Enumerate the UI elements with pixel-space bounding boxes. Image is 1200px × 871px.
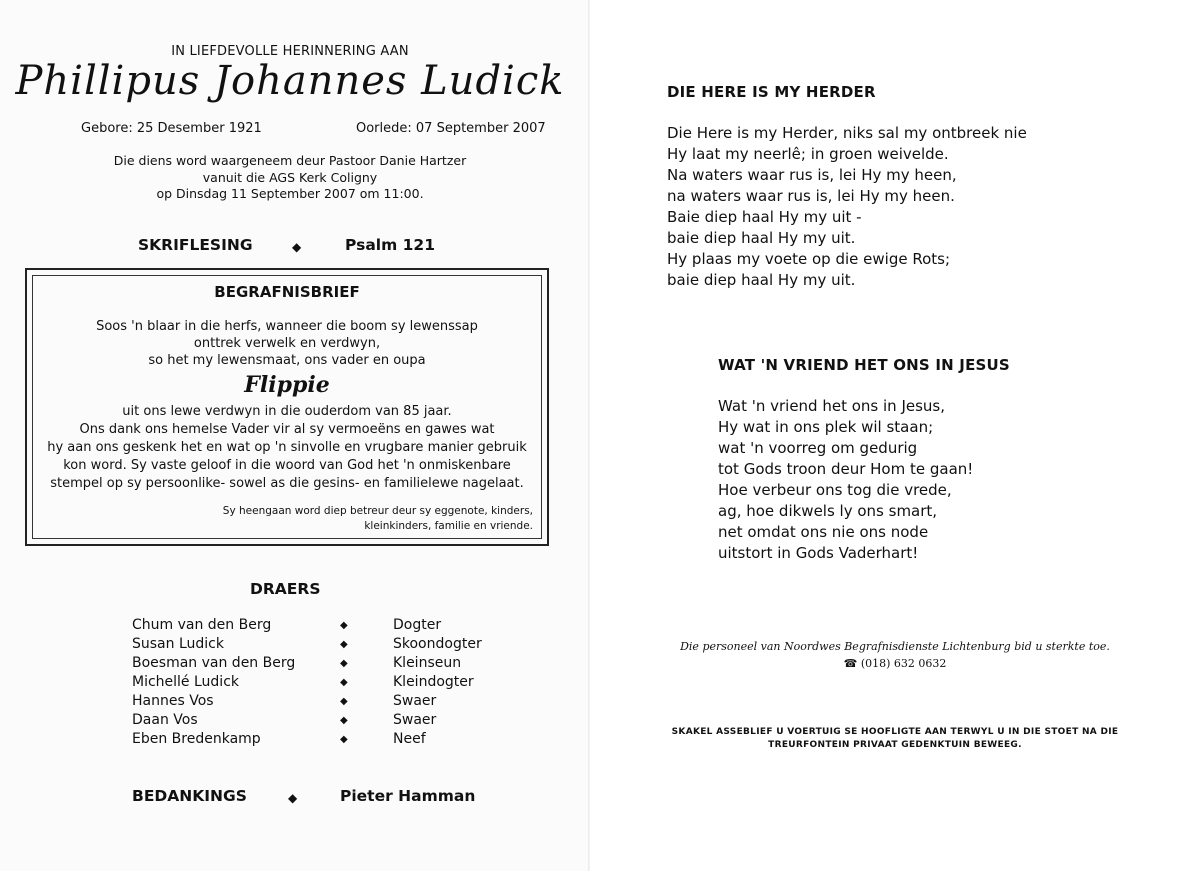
pallbearer-name: Hannes Vos (132, 693, 214, 709)
hymn2-line: Wat 'n vriend het ons in Jesus, (718, 397, 945, 415)
diamond-icon: ◆ (340, 658, 348, 669)
pallbearer-name: Daan Vos (132, 712, 198, 728)
hymn2-line: wat 'n voorreg om gedurig (718, 439, 918, 457)
letter-line: uit ons lewe verdwyn in die ouderdom van 85 jaar. (122, 404, 452, 419)
diamond-icon: ◆ (340, 734, 348, 745)
pallbearer-name: Eben Bredenkamp (132, 731, 261, 747)
hymn2-line: uitstort in Gods Vaderhart! (718, 544, 919, 562)
thanks-value: Pieter Hamman (340, 787, 476, 805)
hymn1-line: Hy plaas my voete op die ewige Rots; (667, 250, 951, 268)
diamond-icon: ◆ (340, 639, 348, 650)
pallbearer-name: Susan Ludick (132, 636, 224, 652)
hymn2-line: ag, hoe dikwels ly ons smart, (718, 502, 938, 520)
hymn2-line: tot Gods troon deur Hom te gaan! (718, 460, 974, 478)
thanks-label: BEDANKINGS (132, 787, 247, 805)
letter-line: onttrek verwelk en verdwyn, (193, 336, 381, 351)
hymn1-line: baie diep haal Hy my uit. (667, 271, 856, 289)
hymn1-title: DIE HERE IS MY HERDER (667, 83, 876, 101)
hymn1-line: Die Here is my Herder, niks sal my ontbreek nie (667, 124, 1027, 142)
left-page (0, 0, 590, 871)
reading-value: Psalm 121 (345, 236, 435, 254)
hymn2-line: net omdat ons nie ons node (718, 523, 929, 541)
service-line: op Dinsdag 11 September 2007 om 11:00. (156, 186, 424, 201)
letter-title: BEGRAFNISBRIEF (214, 283, 360, 301)
phone-line (590, 657, 1200, 670)
pallbearer-relation: Dogter (393, 617, 442, 633)
pallbearer-name: Boesman van den Berg (132, 655, 296, 671)
deceased-name: Phillipus Johannes Ludick (15, 58, 565, 104)
birth-date: Gebore: 25 Desember 1921 (81, 121, 262, 136)
reading-label: SKRIFLESING (138, 236, 253, 254)
diamond-icon: ◆ (340, 696, 348, 707)
intro-text: IN LIEFDEVOLLE HERINNERING AAN (171, 44, 409, 59)
hymn1-line: Baie diep haal Hy my uit - (667, 208, 862, 226)
service-line: vanuit die AGS Kerk Coligny (202, 170, 378, 185)
hymn1-line: Na waters waar rus is, lei Hy my heen, (667, 166, 957, 184)
pallbearer-relation: Swaer (393, 712, 437, 728)
pallbearer-name: Chum van den Berg (132, 617, 272, 633)
hymn1-line: na waters waar rus is, lei Hy my heen. (667, 187, 955, 205)
diamond-icon: ◆ (340, 715, 348, 726)
pallbearer-relation: Skoondogter (393, 636, 482, 652)
letter-line: kon word. Sy vaste geloof in die woord van God het 'n onmiskenbare (63, 458, 511, 473)
pallbearer-relation: Kleinseun (393, 655, 462, 671)
diamond-icon: ◆ (340, 677, 348, 688)
letter-line: Soos 'n blaar in die herfs, wanneer die boom sy lewenssap (96, 319, 478, 334)
pallbearer-relation: Neef (393, 731, 426, 747)
hymn2-line: Hoe verbeur ons tog die vrede, (718, 481, 952, 499)
nickname: Flippie (244, 372, 330, 398)
service-line: Die diens word waargeneem deur Pastoor Danie Hartzer (113, 153, 467, 168)
hymn2-line: Hy wat in ons plek wil staan; (718, 418, 934, 436)
letter-line: stempel op sy persoonlike- sowel as die gesins- en familielewe nagelaat. (50, 476, 524, 491)
pallbearer-name: Michellé Ludick (132, 674, 240, 690)
right-page (590, 0, 1200, 871)
hymn1-line: baie diep haal Hy my uit. (667, 229, 856, 247)
phone-icon: ☎ (843, 657, 858, 670)
letter-line: so het my lewensmaat, ons vader en oupa (148, 353, 426, 368)
procession-notice: SKAKEL ASSEBLIEF U VOERTUIG SE HOOFLIGTE AAN TERWYL U IN DIE STOET NA DIE (671, 727, 1119, 737)
letter-line: hy aan ons geskenk het en wat op 'n sinvolle en vrugbare manier gebruik (47, 440, 527, 455)
pallbearer-relation: Kleindogter (393, 674, 474, 690)
hymn2-title: WAT 'N VRIEND HET ONS IN JESUS (718, 356, 1010, 374)
funeral-home-credit: Die personeel van Noordwes Begrafnisdienste Lichtenburg bid u sterkte toe. (680, 640, 1110, 653)
funeral-letter-box (25, 268, 549, 546)
mourners-line: kleinkinders, familie en vriende. (364, 520, 533, 532)
hymn1-line: Hy laat my neerlê; in groen weivelde. (667, 145, 949, 163)
phone-number: (018) 632 0632 (860, 657, 947, 670)
pallbearer-relation: Swaer (393, 693, 437, 709)
diamond-icon: ◆ (288, 791, 298, 805)
pallbearers-title: DRAERS (250, 580, 321, 598)
diamond-icon: ◆ (292, 240, 302, 254)
letter-line: Ons dank ons hemelse Vader vir al sy vermoeëns en gawes wat (79, 422, 495, 437)
procession-notice: TREURFONTEIN PRIVAAT GEDENKTUIN BEWEEG. (768, 740, 1022, 750)
mourners-line: Sy heengaan word diep betreur deur sy eggenote, kinders, (222, 505, 533, 517)
death-date: Oorlede: 07 September 2007 (356, 121, 546, 136)
diamond-icon: ◆ (340, 620, 348, 631)
